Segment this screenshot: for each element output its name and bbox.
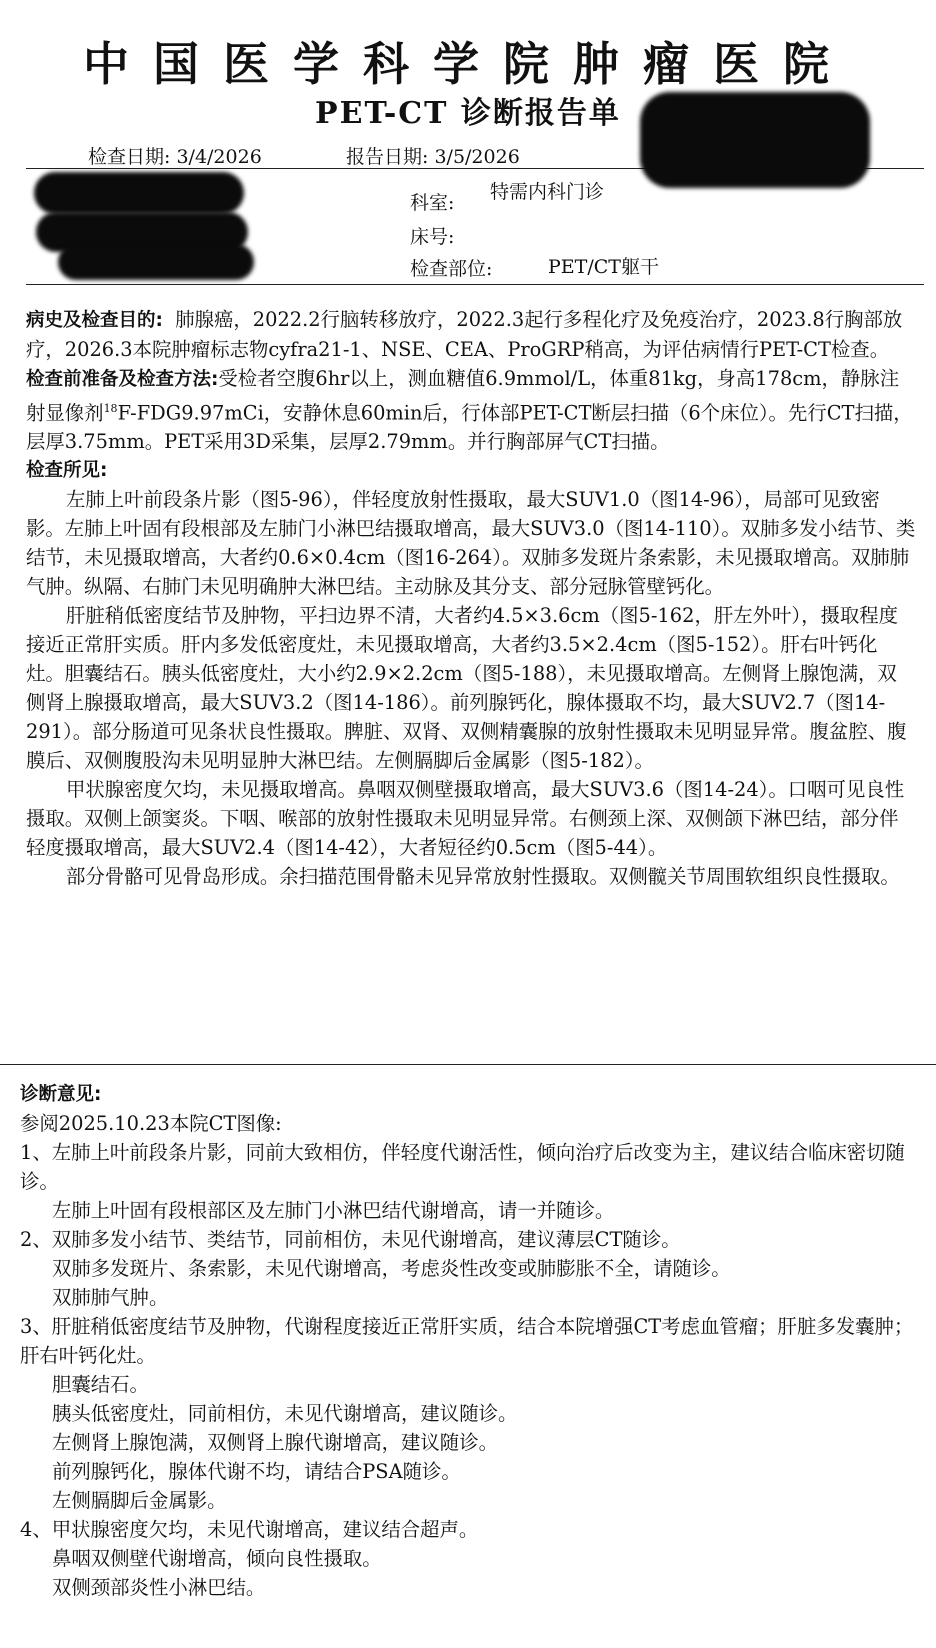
- diagnosis-subitem: 左侧肾上腺饱满，双侧肾上腺代谢增高，建议随诊。: [52, 1431, 498, 1454]
- report-body: [26, 305, 916, 891]
- report-date: [346, 142, 520, 169]
- method-label: 检查前准备及检查方法:: [26, 369, 219, 390]
- method-text-b: F-FDG9.97mCi，安静休息60min后，行体部PET-CT断层扫描（6个床位）。先行CT扫描，层厚3.75mm。PET采用3D采集，层厚2.79mm。并行胸部屏气CT扫描。: [26, 401, 913, 454]
- redaction-block: [640, 92, 870, 188]
- dept-value: 特需内科门诊: [490, 181, 605, 203]
- hospital-name: 中国医学科学院肿瘤医院: [83, 37, 853, 91]
- exam-date-label: 检查日期:: [88, 146, 171, 168]
- exam-date-value: 3/4/2026: [176, 146, 262, 168]
- findings-label: 检查所见:: [26, 460, 108, 482]
- diagnosis-item-1: 1、左肺上叶前段条片影，同前大致相仿，伴轻度代谢活性，倾向治疗后改变为主，建议结合临床密切随诊。: [20, 1141, 905, 1193]
- findings-paragraph: 部分骨骼可见骨岛形成。余扫描范围骨骼未见异常放射性摄取。双侧髋关节周围软组织良性摄取。: [66, 865, 900, 889]
- site-value: PET/CT躯干: [548, 256, 659, 278]
- findings-paragraph: 左肺上叶前段条片影（图5-96），伴轻度放射性摄取，最大SUV1.0（图14-96），局部可见致密影。左肺上叶固有段根部及左肺门小淋巴结摄取增高，最大SUV3.0（图14-110）。双肺多发小结节、类结节，未见摄取增高，大者约0.6×0.4cm（图16-264）。双肺多发斑片条索影，未见摄取增高。双肺肺气肿。纵隔、右肺门未见明确肿大淋巴结。主动脉及其分支、部分冠脉管壁钙化。: [26, 488, 916, 599]
- bed-label: 床号:: [410, 226, 455, 248]
- dept-label: 科室:: [410, 192, 455, 214]
- report-date-label: 报告日期:: [346, 146, 429, 168]
- diagnosis-section: [20, 1080, 920, 1602]
- patient-divider: [26, 284, 924, 285]
- history-label: 病史及检查目的:: [26, 310, 163, 331]
- diagnosis-subitem: 双肺多发斑片、条索影，未见代谢增高，考虑炎性改变或肺膨胀不全，请随诊。: [52, 1257, 731, 1280]
- diagnosis-subitem: 左侧膈脚后金属影。: [52, 1489, 227, 1512]
- findings-paragraph: 甲状腺密度欠均，未见摄取增高。鼻咽双侧壁摄取增高，最大SUV3.6（图14-24）。口咽可见良性摄取。双侧上颌窦炎。下咽、喉部的放射性摄取未见明显异常。右侧颈上深、双侧颌下淋巴结，部分伴轻度摄取增高，最大SUV2.4（图14-42），大者短径约0.5cm（图5-44）。: [26, 778, 905, 860]
- diagnosis-subitem: 左肺上叶固有段根部区及左肺门小淋巴结代谢增高，请一并随诊。: [52, 1199, 615, 1222]
- history-section: [26, 305, 916, 364]
- diagnosis-subitem: 胆囊结石。: [52, 1373, 149, 1396]
- exam-date: [88, 142, 262, 169]
- diagnosis-subitem: 前列腺钙化，腺体代谢不均，请结合PSA随诊。: [52, 1460, 461, 1483]
- diagnosis-item-2: 2、双肺多发小结节、类结节，同前相仿，未见代谢增高，建议薄层CT随诊。: [20, 1228, 681, 1251]
- redaction-block: [58, 244, 254, 280]
- diagnosis-subitem: 双侧颈部炎性小淋巴结。: [52, 1576, 266, 1599]
- findings-paragraph: 肝脏稍低密度结节及肿物，平扫边界不清，大者约4.5×3.6cm（图5-162，肝左外叶），摄取程度接近正常肝实质。肝内多发低密度灶，未见摄取增高，大者约3.5×2.4cm（图5-152）。肝右叶钙化灶。胆囊结石。胰头低密度灶，大小约2.9×2.2cm（图5-188），未见摄取增高。左侧肾上腺饱满，双侧肾上腺摄取增高，最大SUV3.2（图14-186）。前列腺钙化，腺体摄取不均，最大SUV2.7（图14-291）。部分肠道可见条状良性摄取。脾脏、双肾、双侧精囊腺的放射性摄取未见明显异常。腹盆腔、腹膜后、双侧腹股沟未见明显肿大淋巴结。左侧膈脚后金属影（图5-182）。: [26, 604, 907, 773]
- history-text: 肺腺癌，2022.2行脑转移放疗，2022.3起行多程化疗及免疫治疗，2023.8行胸部放疗，2026.3本院肿瘤标志物cyfra21-1、NSE、CEA、ProGRP稍高，为评估病情行PET-CT检查。: [26, 308, 903, 361]
- diagnosis-label: 诊断意见:: [20, 1084, 102, 1105]
- report-date-value: 3/5/2026: [434, 146, 520, 168]
- diagnosis-divider: [0, 1064, 936, 1065]
- method-text-a: 受检者空腹6hr以上，测血糖值6.9mmol/L，体重81kg，身高178cm，静脉注射显像剂: [26, 367, 900, 425]
- diagnosis-item-4: 4、甲状腺密度欠均，未见代谢增高，建议结合超声。: [20, 1518, 479, 1541]
- method-section: [26, 364, 916, 456]
- redaction-block: [34, 172, 244, 214]
- site-label: 检查部位:: [410, 258, 493, 280]
- isotope-superscript: 18: [103, 402, 118, 415]
- diagnosis-item-3: 3、肝脏稍低密度结节及肿物，代谢程度接近正常肝实质，结合本院增强CT考虑血管瘤；肝脏多发囊肿；肝右叶钙化灶。: [20, 1315, 914, 1367]
- diagnosis-subitem: 胰头低密度灶，同前相仿，未见代谢增高，建议随诊。: [52, 1402, 518, 1425]
- diagnosis-subitem: 鼻咽双侧壁代谢增高，倾向良性摄取。: [52, 1547, 382, 1570]
- report-title: PET-CT 诊断报告单: [315, 96, 621, 131]
- diagnosis-ref: 参阅2025.10.23本院CT图像:: [20, 1112, 282, 1135]
- diagnosis-subitem: 双肺肺气肿。: [52, 1286, 169, 1309]
